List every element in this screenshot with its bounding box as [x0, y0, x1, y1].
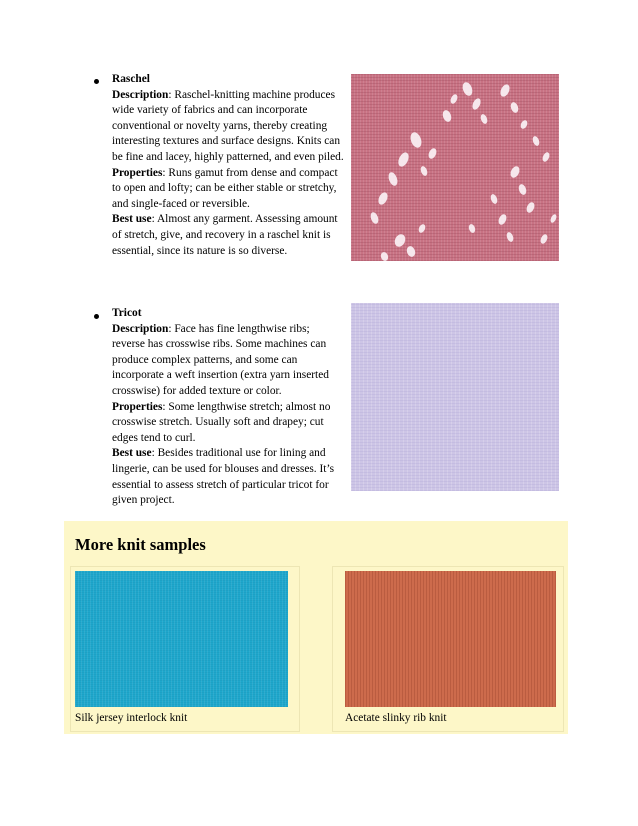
tricot-entry — [112, 306, 344, 509]
lace-hole — [468, 223, 477, 234]
lace-hole — [441, 109, 453, 123]
lace-hole — [380, 251, 390, 261]
lace-hole — [449, 93, 459, 105]
tricot-title: Tricot — [112, 307, 142, 319]
lace-hole — [387, 171, 399, 187]
raschel-description: Description: Raschel-knitting machine produces wide variety of fabrics and can incorporate conventional or novelty yarns, thereby creating interesting textures and surface designs. Knits can be fine and lacey, highly patterned, and even piled. — [112, 88, 344, 163]
silk-jersey-caption: Silk jersey interlock knit — [75, 712, 188, 724]
lace-hole — [525, 201, 536, 214]
lace-hole — [417, 223, 426, 234]
lace-hole — [541, 151, 551, 163]
lace-hole — [549, 213, 557, 223]
tricot-fabric-image — [351, 303, 559, 491]
samples-heading: More knit samples — [75, 535, 206, 554]
raschel-title: Raschel — [112, 73, 150, 85]
lace-hole — [471, 97, 482, 111]
lace-hole — [409, 131, 424, 149]
raschel-fabric-image — [351, 74, 559, 261]
lace-hole — [489, 193, 498, 204]
lace-hole — [539, 233, 549, 245]
lace-hole — [369, 211, 380, 225]
lace-hole — [499, 83, 512, 98]
lace-hole — [393, 232, 408, 248]
bullet-tricot — [94, 314, 99, 319]
raschel-properties: Properties: Runs gamut from dense and compact to open and lofty; can be either stable or stretchy, and single-faced or reversible. — [112, 166, 338, 210]
lace-hole — [509, 165, 521, 179]
acetate-slinky-image — [345, 571, 556, 707]
lace-hole — [517, 183, 527, 196]
tricot-description: Description: Face has fine lengthwise ribs; reverse has crosswise ribs. Some machines can produce complex patterns, and some can incorporate a weft insertion (extra yarn inserted crosswise) for added texture or color. — [112, 322, 329, 397]
lace-hole — [505, 231, 514, 242]
lace-hole — [531, 135, 540, 146]
lace-hole — [427, 147, 438, 160]
tricot-properties: Properties: Some lengthwise stretch; almost no crosswise stretch. Usually soft and drapey; cut edges tend to curl. — [112, 400, 331, 444]
lace-hole — [509, 101, 519, 114]
bullet-raschel — [94, 79, 99, 84]
lace-hole — [519, 119, 528, 130]
acetate-slinky-caption: Acetate slinky rib knit — [345, 712, 447, 724]
raschel-best-use: Best use: Almost any garment. Assessing amount of stretch, give, and recovery in a raschel knit is essential, since its nature is so diverse. — [112, 213, 338, 257]
lace-hole — [497, 213, 508, 226]
tricot-best-use: Best use: Besides traditional use for lining and lingerie, can be used for blouses and dresses. It’s essential to assess stretch of particular tricot for given project. — [112, 447, 335, 507]
silk-jersey-image — [75, 571, 288, 707]
lace-hole — [396, 151, 410, 168]
raschel-entry — [112, 72, 344, 259]
lace-hole — [461, 81, 474, 97]
lace-hole — [419, 165, 428, 176]
lace-hole — [405, 245, 416, 258]
lace-hole — [479, 113, 488, 124]
lace-hole — [377, 191, 390, 206]
